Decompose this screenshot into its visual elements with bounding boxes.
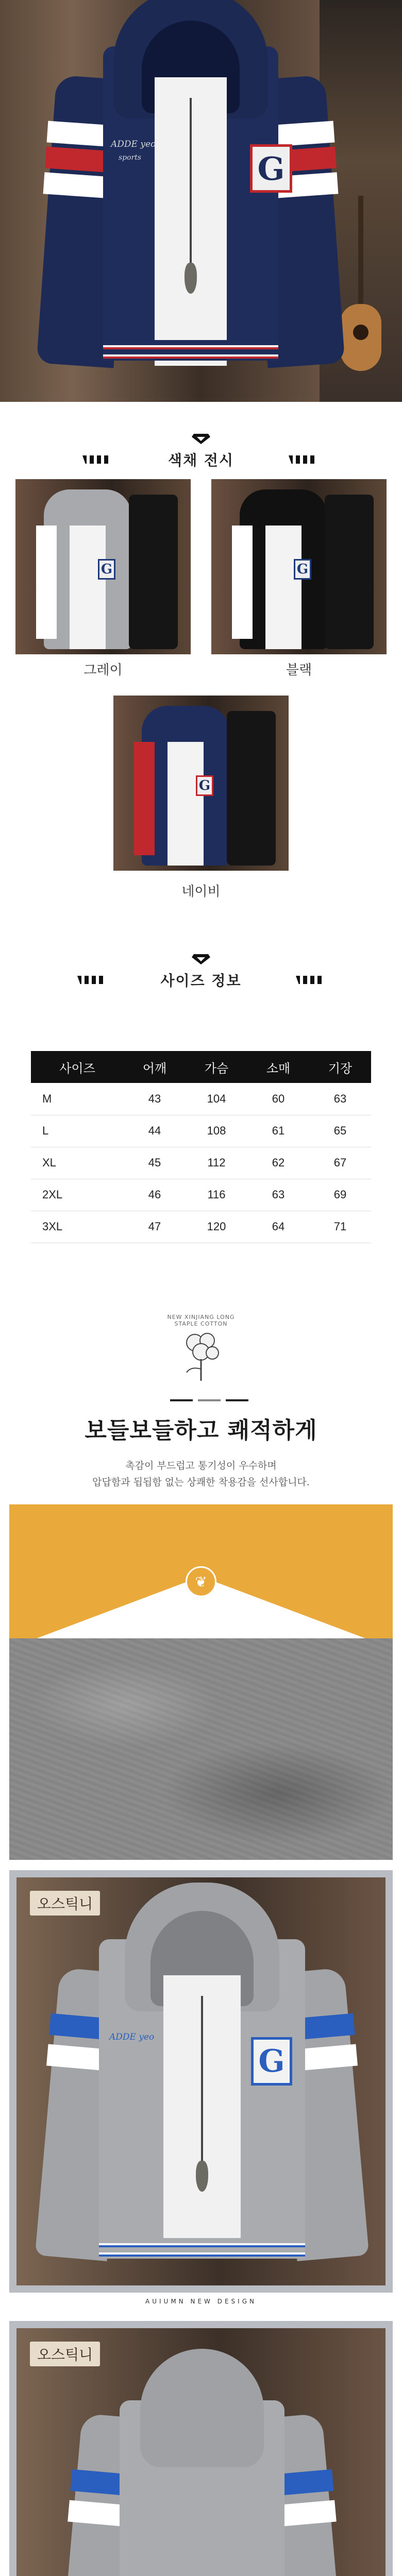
cell: 45 [124, 1147, 186, 1179]
swatch-label-black: 블랙 [286, 663, 312, 678]
pendant-icon [196, 2161, 208, 2192]
g-badge: G [196, 775, 213, 796]
cell: 44 [124, 1115, 186, 1147]
cell: 3XL [31, 1211, 124, 1243]
brand-tag: 오스틱니 [30, 1891, 100, 1916]
gray-hoodie-back-image [9, 2321, 393, 2576]
header-length: 기장 [309, 1051, 371, 1083]
swatch-black[interactable] [211, 479, 387, 654]
cell: L [31, 1115, 124, 1147]
guitar-prop [338, 196, 384, 402]
cotton-desc-line1: 촉감이 부드럽고 통기성이 우수하며 [125, 1460, 277, 1471]
cell: 63 [247, 1179, 309, 1211]
checker-decoration-right [296, 976, 325, 984]
size-table [31, 1051, 371, 1243]
navy-hoodie [46, 0, 335, 402]
cotton-emblem [155, 1314, 247, 1386]
cell: 61 [247, 1115, 309, 1147]
g-badge: G [294, 559, 311, 580]
cell: 65 [309, 1115, 371, 1147]
necklace [201, 1996, 203, 2166]
diamond-logo-icon [192, 953, 210, 964]
g-badge: G [250, 144, 292, 193]
cell: 46 [124, 1179, 186, 1211]
table-row [31, 1211, 371, 1243]
header-size: 사이즈 [31, 1051, 124, 1083]
cell: 69 [309, 1179, 371, 1211]
hero-product-image [0, 0, 402, 402]
swatch-gray[interactable] [15, 479, 191, 654]
header-chest: 가슴 [186, 1051, 247, 1083]
table-row [31, 1179, 371, 1211]
swatch-navy[interactable] [113, 696, 289, 871]
gray-hoodie-front-image [9, 1870, 393, 2293]
table-row [31, 1083, 371, 1115]
cell: 108 [186, 1115, 247, 1147]
size-table-header [31, 1051, 371, 1083]
section-title: 색채 전시 [168, 452, 234, 469]
g-badge: G [251, 2037, 292, 2086]
pendant-icon [185, 263, 197, 294]
color-section-header [0, 433, 402, 474]
cotton-desc-line2: 압답함과 됩됩함 없는 상쾌한 착용감을 선사합니다. [92, 1477, 310, 1488]
diamond-logo-icon [192, 433, 210, 444]
swatch-label-navy: 네이비 [181, 884, 221, 900]
header-sleeve: 소매 [247, 1051, 309, 1083]
divider-dash [198, 1399, 221, 1401]
divider-dash [226, 1399, 248, 1401]
cell: 104 [186, 1083, 247, 1115]
cell: 63 [309, 1083, 371, 1115]
header-shoulder: 어깨 [124, 1051, 186, 1083]
cell: 71 [309, 1211, 371, 1243]
cotton-flower-icon [175, 1325, 227, 1382]
gray-hoodie [47, 1883, 357, 2290]
cell: 2XL [31, 1179, 124, 1211]
checker-decoration-right [289, 455, 317, 464]
cell: XL [31, 1147, 124, 1179]
necklace [190, 98, 192, 268]
table-row [31, 1147, 371, 1179]
gray-hoodie-back [73, 2349, 331, 2576]
cell: 67 [309, 1147, 371, 1179]
cell: M [31, 1083, 124, 1115]
cotton-title: 보들보들하고 쾌적하게 [85, 1417, 317, 1444]
divider-dash [170, 1399, 193, 1401]
pants [227, 711, 276, 866]
chest-script: ADDE yeo [111, 139, 156, 149]
cell: 60 [247, 1083, 309, 1115]
g-badge: G [98, 559, 115, 580]
fabric-banner [9, 1504, 393, 1638]
chest-script-sub: sports [119, 154, 142, 162]
cell: 112 [186, 1147, 247, 1179]
cotton-arc-text: NEW XINJIANG LONG STAPLE COTTON [167, 1314, 235, 1327]
leaf-icon: ❦ [186, 1566, 216, 1597]
pants [325, 495, 374, 649]
swatch-label-gray: 그레이 [83, 663, 123, 678]
chest-script: ADDE yeo [109, 2032, 155, 2042]
cell: 62 [247, 1147, 309, 1179]
section-title: 사이즈 정보 [160, 972, 242, 989]
fabric-closeup-image [9, 1638, 393, 1860]
brand-tag: 오스틱니 [30, 2342, 100, 2366]
design-caption: AUIUMN NEW DESIGN [145, 2298, 257, 2305]
pants [129, 495, 178, 649]
cell: 47 [124, 1211, 186, 1243]
cell: 43 [124, 1083, 186, 1115]
size-section-header [0, 953, 402, 994]
cell: 120 [186, 1211, 247, 1243]
cell: 116 [186, 1179, 247, 1211]
cell: 64 [247, 1211, 309, 1243]
table-row [31, 1115, 371, 1147]
hem-rib [103, 340, 278, 361]
